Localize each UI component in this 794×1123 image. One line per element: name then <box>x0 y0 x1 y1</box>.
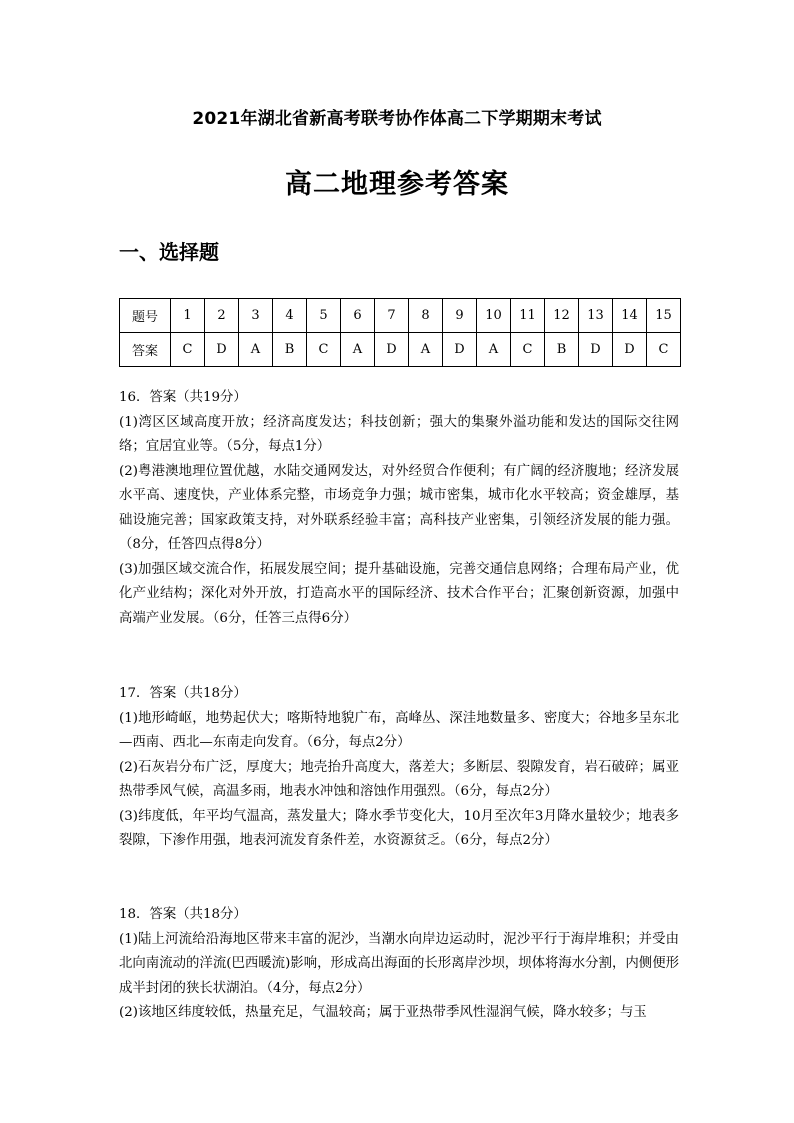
question-number-cell: 7 <box>375 299 409 333</box>
question-18-answer <box>119 903 679 1026</box>
answer-part: (2)该地区纬度较低，热量充足，气温较高；属于亚热带季风性湿润气候，降水较多；与玉 <box>119 1005 647 1020</box>
row-label-answers: 答案 <box>120 333 171 367</box>
answer-cell: A <box>409 333 443 367</box>
question-number-cell: 6 <box>341 299 375 333</box>
question-heading: 18．答案（共18分） <box>119 907 247 922</box>
question-17-answer <box>119 682 679 854</box>
table-row-answers <box>120 333 681 367</box>
question-number-cell: 11 <box>511 299 545 333</box>
answer-cell: C <box>307 333 341 367</box>
answer-cell: D <box>205 333 239 367</box>
question-number-cell: 13 <box>579 299 613 333</box>
document-title: 高二地理参考答案 <box>285 169 509 200</box>
row-label-numbers: 题号 <box>120 299 171 333</box>
exam-title: 2021年湖北省新高考联考协作体高二下学期期末考试 <box>192 109 602 129</box>
question-number-cell: 2 <box>205 299 239 333</box>
answer-cell: B <box>545 333 579 367</box>
question-number-cell: 9 <box>443 299 477 333</box>
answer-cell: D <box>579 333 613 367</box>
answer-part: (3)加强区域交流合作，拓展发展空间；提升基础设施，完善交通信息网络；合理布局产业，优化产业结构；深化对外开放，打造高水平的国际经济、技术合作平台；汇聚创新资源，加强中高端产业发展。（6分，任答三点得6分） <box>119 561 679 626</box>
answer-cell: C <box>511 333 545 367</box>
answer-cell: A <box>239 333 273 367</box>
answer-part: (1)湾区区域高度开放；经济高度发达；科技创新；强大的集聚外溢功能和发达的国际交往网络；宜居宜业等。（5分，每点1分） <box>119 414 679 454</box>
table-row-numbers <box>120 299 681 333</box>
section-heading-multiple-choice: 一、选择题 <box>119 240 219 264</box>
answer-cell: A <box>341 333 375 367</box>
answer-cell: D <box>375 333 409 367</box>
question-heading: 16．答案（共19分） <box>119 390 247 405</box>
question-number-cell: 15 <box>647 299 681 333</box>
answer-part: (1)陆上河流给沿海地区带来丰富的泥沙，当潮水向岸边运动时，泥沙平行于海岸堆积；并受由北向南流动的洋流(巴西暖流)影响，形成高出海面的长形离岸沙坝，坝体将海水分割，内侧便形成半封闭的狭长状湖泊。（4分，每点2分） <box>119 931 679 996</box>
answer-table <box>119 298 681 367</box>
question-number-cell: 4 <box>273 299 307 333</box>
answer-part: (1)地形崎岖，地势起伏大；喀斯特地貌广布，高峰丛、深洼地数量多、密度大；谷地多呈东北—西南、西北—东南走向发育。（6分，每点2分） <box>119 710 679 750</box>
answer-cell: D <box>443 333 477 367</box>
question-number-cell: 3 <box>239 299 273 333</box>
answer-part: (2)粤港澳地理位置优越，水陆交通网发达，对外经贸合作便利；有广阔的经济腹地；经济发展水平高、速度快，产业体系完整，市场竞争力强；城市密集，城市化水平较高；资金雄厚，基础设施完善；国家政策支持，对外联系经验丰富；高科技产业密集，引领经济发展的能力强。（8分，任答四点得8分） <box>119 463 679 552</box>
answer-cell: C <box>171 333 205 367</box>
answer-cell: B <box>273 333 307 367</box>
question-number-cell: 14 <box>613 299 647 333</box>
question-number-cell: 8 <box>409 299 443 333</box>
question-number-cell: 10 <box>477 299 511 333</box>
question-16-answer <box>119 386 679 631</box>
answer-cell: C <box>647 333 681 367</box>
question-number-cell: 5 <box>307 299 341 333</box>
answer-part: (2)石灰岩分布广泛，厚度大；地壳抬升高度大，落差大；多断层、裂隙发育，岩石破碎；属亚热带季风气候，高温多雨，地表水冲蚀和溶蚀作用强烈。（6分，每点2分） <box>119 759 679 799</box>
question-number-cell: 12 <box>545 299 579 333</box>
question-number-cell: 1 <box>171 299 205 333</box>
answer-part: (3)纬度低，年平均气温高，蒸发量大；降水季节变化大，10月至次年3月降水量较少；地表多裂隙，下渗作用强，地表河流发育条件差，水资源贫乏。（6分，每点2分） <box>119 808 679 848</box>
answer-cell: A <box>477 333 511 367</box>
answer-cell: D <box>613 333 647 367</box>
question-heading: 17．答案（共18分） <box>119 686 247 701</box>
